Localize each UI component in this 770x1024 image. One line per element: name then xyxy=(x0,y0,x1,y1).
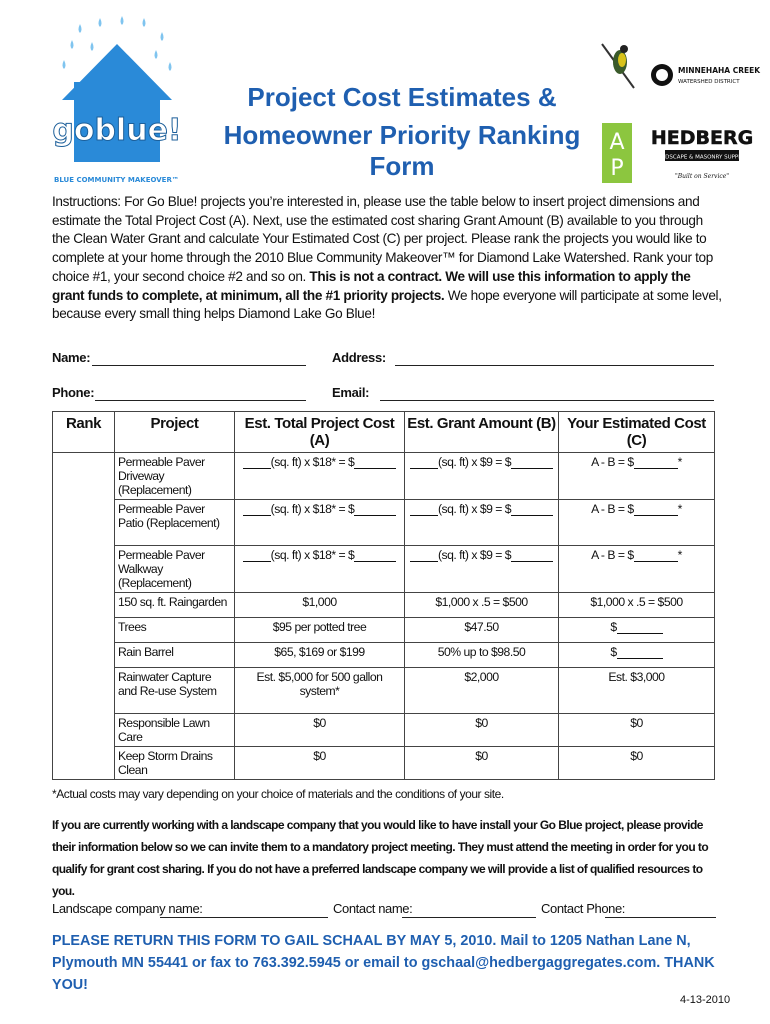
svg-text:MINNEHAHA CREEK: MINNEHAHA CREEK xyxy=(678,66,761,75)
cost-table xyxy=(52,411,715,780)
svg-text:LANDSCAPE & MASONRY SUPPLIES: LANDSCAPE & MASONRY SUPPLIES xyxy=(654,154,750,161)
cost-c-cell: $0 xyxy=(559,747,715,780)
goblue-logo xyxy=(52,12,192,192)
minnehaha-creek-logo xyxy=(650,60,761,90)
name-field[interactable] xyxy=(92,364,306,366)
landscape-company-field[interactable] xyxy=(160,916,328,918)
cost-c-cell: $0 xyxy=(559,714,715,747)
table-row xyxy=(53,500,715,546)
contact-name-label: Contact name: xyxy=(333,901,413,916)
table-row xyxy=(53,546,715,593)
table-row xyxy=(53,593,715,618)
cost-a-cell[interactable]: (sq. ft) x $18* = $ xyxy=(235,546,405,593)
table-row xyxy=(53,643,715,668)
hedberg-logo xyxy=(650,120,754,186)
grant-b-cell: $0 xyxy=(405,747,559,780)
contact-name-field[interactable] xyxy=(402,916,536,918)
svg-text:goblue!: goblue! xyxy=(52,113,182,148)
project-cell: Trees xyxy=(115,618,235,643)
cost-c-cell[interactable]: A - B = $ * xyxy=(559,453,715,500)
project-cell: 150 sq. ft. Raingarden xyxy=(115,593,235,618)
svg-text:A: A xyxy=(609,130,625,155)
cost-a-cell: $95 per potted tree xyxy=(235,618,405,643)
svg-text:"Built on Service": "Built on Service" xyxy=(674,173,730,180)
contact-phone-label: Contact Phone: xyxy=(541,901,626,916)
cost-a-cell: Est. $5,000 for 500 gallon system* xyxy=(235,668,405,714)
project-cell: Permeable Paver Patio (Replacement) xyxy=(115,500,235,546)
address-field[interactable] xyxy=(395,364,714,366)
logo-tagline: BLUE COMMUNITY MAKEOVER™ xyxy=(54,176,179,184)
form-date: 4-13-2010 xyxy=(680,994,731,1006)
cost-a-cell: $0 xyxy=(235,747,405,780)
table-row xyxy=(53,714,715,747)
table-row xyxy=(53,453,715,500)
header-grant-amount: Est. Grant Amount (B) xyxy=(405,412,559,453)
cost-c-cell: Est. $3,000 xyxy=(559,668,715,714)
header-total-cost: Est. Total Project Cost (A) xyxy=(235,412,405,453)
svg-text:P: P xyxy=(610,156,624,181)
grant-b-cell[interactable]: (sq. ft) x $9 = $ xyxy=(405,546,559,593)
grant-b-cell[interactable]: (sq. ft) x $9 = $ xyxy=(405,453,559,500)
cost-c-cell[interactable]: A - B = $ * xyxy=(559,500,715,546)
cost-c-cell: $1,000 x .5 = $500 xyxy=(559,593,715,618)
cost-a-cell[interactable]: (sq. ft) x $18* = $ xyxy=(235,500,405,546)
cost-a-cell: $1,000 xyxy=(235,593,405,618)
cost-a-cell[interactable]: (sq. ft) x $18* = $ xyxy=(235,453,405,500)
email-label: Email: xyxy=(332,385,370,400)
grant-b-cell: $2,000 xyxy=(405,668,559,714)
cost-c-cell[interactable]: $ xyxy=(559,618,715,643)
grant-b-cell: $0 xyxy=(405,714,559,747)
landscape-paragraph: If you are currently working with a landscape company that you would like to have install your Go Blue project, please provide their information below so we can invite them to a mandatory project meeting. They must attend the meeting in order for you to qualify for grant cost sharing. If you do not have a preferred landscape company we will provide a list of qualified resources to you. xyxy=(52,818,709,898)
project-cell: Rainwater Capture and Re-use System xyxy=(115,668,235,714)
cost-c-cell[interactable]: A - B = $ * xyxy=(559,546,715,593)
phone-label: Phone: xyxy=(52,385,95,400)
svg-text:HEDBERG: HEDBERG xyxy=(650,127,754,149)
grant-b-cell: $47.50 xyxy=(405,618,559,643)
header-your-cost: Your Estimated Cost (C) xyxy=(559,412,715,453)
cost-a-cell: $65, $169 or $199 xyxy=(235,643,405,668)
table-row xyxy=(53,747,715,780)
bird-logo xyxy=(598,40,638,92)
project-cell: Rain Barrel xyxy=(115,643,235,668)
phone-field[interactable] xyxy=(95,399,306,401)
grant-b-cell: $1,000 x .5 = $500 xyxy=(405,593,559,618)
header-project: Project xyxy=(115,412,235,453)
cost-a-cell: $0 xyxy=(235,714,405,747)
table-row xyxy=(53,668,715,714)
address-label: Address: xyxy=(332,350,386,365)
project-cell: Permeable Paver Driveway (Replacement) xyxy=(115,453,235,500)
landscape-company-label: Landscape company name: xyxy=(52,901,203,916)
title-line-1: Project Cost Estimates & xyxy=(247,82,557,112)
grant-b-cell[interactable]: (sq. ft) x $9 = $ xyxy=(405,500,559,546)
project-cell: Keep Storm Drains Clean xyxy=(115,747,235,780)
table-row xyxy=(53,618,715,643)
rank-cell[interactable] xyxy=(53,453,115,780)
project-cell: Responsible Lawn Care xyxy=(115,714,235,747)
header-rank: Rank xyxy=(53,412,115,453)
instructions: Instructions: For Go Blue! projects you’re interested in, please use the table below to insert project dimensions and estimate the Total Project Cost (A). Next, use the estimated cost sharing Grant Amount (B) available to you through the Clean Water Grant and calculate Your Estimated Cost (C) per project. Please rank the projects you would like to complete at your home through the 2010 Blue Community Makeover™ for Diamond Lake Watershed. Rank your top choice #1, your second choice #2 and so on. This is not a contract. We will use this information to apply the grant funds to complete, at minimum, all the #1 priority projects. We hope everyone will participate at some level, because every small thing helps Diamond Lake Go Blue! xyxy=(52,194,722,322)
email-field[interactable] xyxy=(380,399,714,401)
return-instructions: PLEASE RETURN THIS FORM TO GAIL SCHAAL BY MAY 5, 2010. Mail to 1205 Nathan Lane N, Plymouth MN 55441 or fax to 763.392.5945 or email to gschaal@hedbergaggregates.com. THANK YOU! xyxy=(52,933,715,993)
title-line-2: Homeowner Priority Ranking Form xyxy=(223,120,581,181)
ap-logo xyxy=(602,123,632,183)
project-cell: Permeable Paver Walkway (Replacement) xyxy=(115,546,235,593)
name-label: Name: xyxy=(52,350,91,365)
cost-c-cell[interactable]: $ xyxy=(559,643,715,668)
grant-b-cell: 50% up to $98.50 xyxy=(405,643,559,668)
footnote: *Actual costs may vary depending on your choice of materials and the conditions of your site. xyxy=(52,787,504,801)
svg-text:WATERSHED DISTRICT: WATERSHED DISTRICT xyxy=(678,79,740,85)
contact-phone-field[interactable] xyxy=(605,916,716,918)
